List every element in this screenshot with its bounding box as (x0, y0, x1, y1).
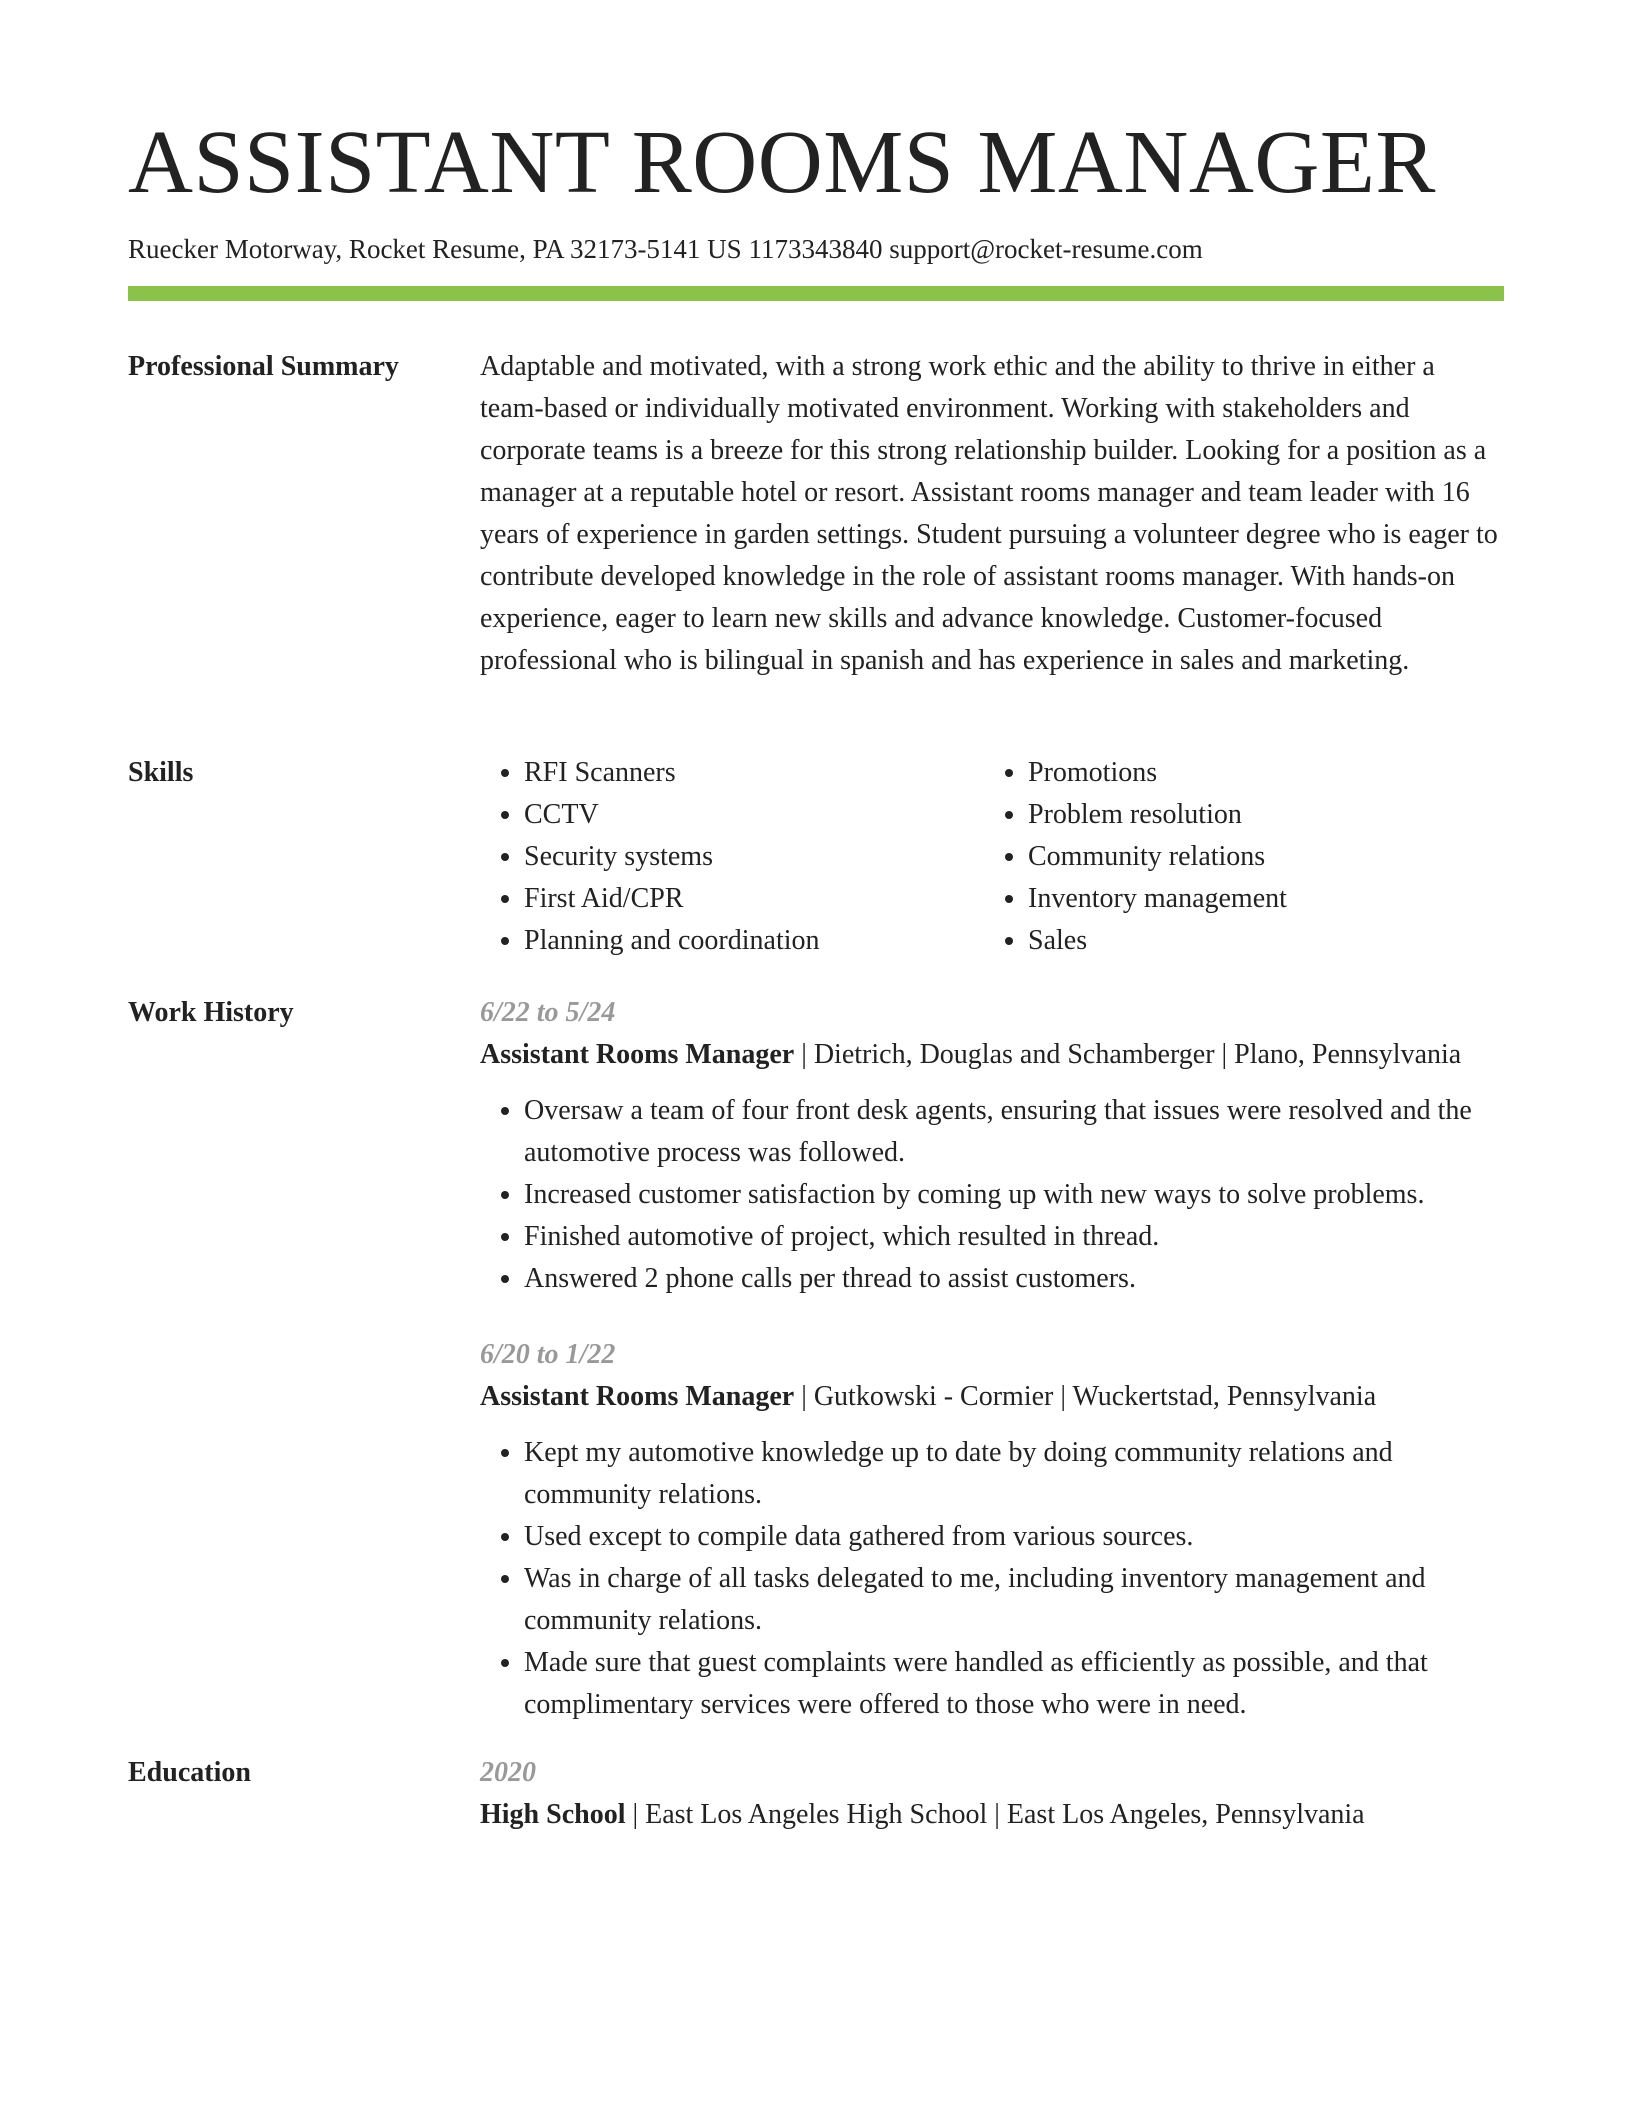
job-bullet: • Kept my automotive knowledge up to date by doing community relations and community relations. (524, 1432, 1504, 1516)
summary-body (480, 346, 1504, 682)
skill-item: • Security systems (524, 836, 984, 878)
section-label-skills: Skills (128, 757, 194, 788)
job-dates: 6/22 to 5/24 (480, 997, 616, 1028)
education-details: | East Los Angeles High School | East Los Angeles, Pennsylvania (625, 1799, 1365, 1830)
skills-list-left (480, 752, 984, 962)
education-body (480, 1752, 1504, 1836)
job-details: | Dietrich, Douglas and Schamberger | Plano, Pennsylvania (794, 1039, 1462, 1070)
skills-body (480, 752, 1504, 962)
skill-item: • Promotions (1028, 752, 1488, 794)
contact-line: Ruecker Motorway, Rocket Resume, PA 32173-5141 US 1173343840 support@rocket-resume.com (128, 234, 1203, 264)
job-bullet: • Increased customer satisfaction by coming up with new ways to solve problems. (524, 1174, 1504, 1216)
skill-item: • Inventory management (1028, 878, 1488, 920)
job-details: | Gutkowski - Cormier | Wuckertstad, Pennsylvania (794, 1381, 1377, 1412)
job-dates: 6/20 to 1/22 (480, 1339, 616, 1370)
skill-item: • Community relations (1028, 836, 1488, 878)
job-title: Assistant Rooms Manager (480, 1039, 795, 1070)
job-entry (480, 1334, 1504, 1726)
skill-item: • RFI Scanners (524, 752, 984, 794)
section-label-education: Education (128, 1757, 251, 1788)
summary-text: Adaptable and motivated, with a strong work ethic and the ability to thrive in either a team-based or individually motivated environment. Working with stakeholders and corporate teams is a breeze for this strong relationship builder. Looking for a position as a manager at a reputable hotel or resort. Assistant rooms manager and team leader with 16 years of experience in garden settings. Student pursuing a volunteer degree who is eager to contribute developed knowledge in the role of assistant rooms manager. With hands-on experience, eager to learn new skills and advance knowledge. Customer-focused professional who is bilingual in spanish and has experience in sales and marketing. (480, 351, 1498, 676)
job-role-line (480, 1034, 1504, 1076)
skill-item: • Problem resolution (1028, 794, 1488, 836)
skill-item: • First Aid/CPR (524, 878, 984, 920)
education-year: 2020 (480, 1757, 536, 1788)
job-bullet: • Used except to compile data gathered from various sources. (524, 1516, 1504, 1558)
job-role-line (480, 1376, 1504, 1418)
skills-list-right (984, 752, 1488, 962)
page-title: ASSISTANT ROOMS MANAGER (128, 113, 1436, 212)
job-entry (480, 992, 1504, 1300)
job-bullets (480, 1090, 1504, 1300)
skill-item: • CCTV (524, 794, 984, 836)
accent-divider (128, 286, 1504, 301)
skill-item: • Planning and coordination (524, 920, 984, 962)
section-label-summary: Professional Summary (128, 351, 399, 382)
job-bullet: • Was in charge of all tasks delegated to me, including inventory management and community relations. (524, 1558, 1504, 1642)
job-bullets (480, 1432, 1504, 1726)
job-title: Assistant Rooms Manager (480, 1381, 795, 1412)
education-line (480, 1794, 1504, 1836)
work-history-body (480, 992, 1504, 1760)
skill-item: • Sales (1028, 920, 1488, 962)
section-label-work-history: Work History (128, 997, 294, 1028)
skills-grid (480, 752, 1504, 962)
job-bullet: • Made sure that guest complaints were handled as efficiently as possible, and that complimentary services were offered to those who were in need. (524, 1642, 1504, 1726)
job-bullet: • Oversaw a team of four front desk agents, ensuring that issues were resolved and the automotive process was followed. (524, 1090, 1504, 1174)
education-degree: High School (480, 1799, 626, 1830)
job-bullet: • Finished automotive of project, which resulted in thread. (524, 1216, 1504, 1258)
job-bullet: • Answered 2 phone calls per thread to assist customers. (524, 1258, 1504, 1300)
